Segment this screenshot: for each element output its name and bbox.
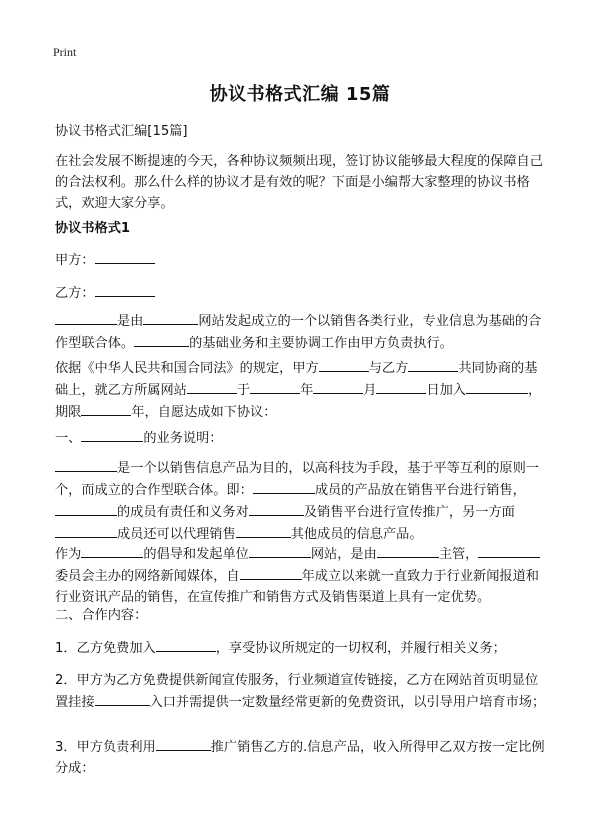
document-title: 协议书格式汇编 15篇	[209, 84, 391, 105]
blank-line	[143, 310, 198, 325]
paragraph-5	[55, 543, 550, 608]
blank-line	[55, 457, 117, 472]
paragraph-text: 年，自愿达成如下协议：	[131, 405, 277, 420]
paragraph-text: 推广销售乙方的.信息产品，收入所得甲乙双方按一定比例分成：	[55, 740, 545, 776]
paragraph-text: 是一个以销售信息产品为目的，以高科技为手段，基于平等互利的原则一个，而成立的合作型联合体。即：	[55, 461, 539, 498]
blank-line	[249, 543, 311, 558]
paragraph-text: 年成立以来就一直致力于行业新闻报道和行业资讯产品的销售，在宣传推广和销售方式及销售渠道上具有一定优势。	[55, 569, 539, 605]
paragraph-text: 主管，	[438, 547, 479, 562]
paragraph-text: ，期限	[55, 383, 542, 420]
blank-line	[95, 691, 150, 706]
blank-line	[134, 332, 189, 347]
paragraph-1	[55, 310, 550, 354]
paragraph-text: 1．乙方免费加入	[55, 641, 156, 656]
paragraph-text: 月	[363, 383, 377, 398]
blank-line	[81, 401, 131, 416]
paragraph-text: 年	[300, 383, 314, 398]
paragraph-text: ，享受协议所规定的一切权利，并履行相关义务；	[215, 641, 506, 656]
paragraph-9	[55, 736, 550, 779]
paragraph-text: 网站发起成立的一个以销售各类行业，专业信息为基础的合作型联合体。	[55, 314, 542, 351]
paragraph-2	[55, 357, 550, 423]
paragraph-text: 是由	[117, 314, 144, 329]
blank-line	[236, 523, 291, 538]
paragraph-text: 的倡导和发起单位	[143, 547, 249, 562]
party-b-label: 乙方：	[55, 286, 95, 301]
paragraph-text: 及销售平台进行宣传推广，另一方面	[303, 505, 515, 520]
blank-line	[55, 523, 117, 538]
blank-line	[187, 379, 237, 394]
section-heading: 协议书格式1	[55, 221, 131, 236]
paragraph-text: 成员还可以代理销售	[117, 527, 236, 542]
paragraph-6: 二、合作内容：	[55, 608, 148, 623]
blank-line	[313, 379, 363, 394]
blank-line	[253, 479, 315, 494]
print-label: Print	[53, 45, 77, 59]
blank-line	[249, 501, 304, 516]
blank-line	[478, 543, 540, 558]
blank-line	[156, 637, 216, 652]
paragraph-text: 的业务说明：	[143, 431, 223, 446]
paragraph-3	[55, 427, 550, 449]
paragraph-text: 委员会主办的网络新闻媒体，自	[55, 569, 240, 584]
blank-line	[319, 357, 369, 372]
document-subtitle: 协议书格式汇编[15篇]	[55, 124, 188, 139]
paragraph-text: 的基础业务和主要协调工作由甲方负责执行。	[189, 336, 453, 351]
blank-line	[156, 736, 211, 751]
intro-paragraph: 在社会发展不断提速的今天，各种协议频频出现，签订协议能够最大程度的保障自己的合法权利。那么什么样的协议才是有效的呢？下面是小编帮大家整理的协议书格式，欢迎大家分享。	[55, 154, 543, 211]
paragraph-text: 其他成员的信息产品。	[290, 527, 423, 542]
blank-line	[81, 427, 143, 442]
blank-line	[377, 543, 439, 558]
paragraph-8	[55, 670, 550, 713]
blank-line	[376, 379, 426, 394]
paragraph-text: 日加入	[426, 383, 466, 398]
paragraph-text: 入口并需提供一定数量经常更新的免费资讯，以引导用户培育市场；	[149, 695, 546, 710]
party-b-line	[55, 282, 550, 304]
blank-line	[95, 249, 155, 264]
paragraph-text: 于	[236, 383, 251, 398]
blank-line	[408, 357, 458, 372]
party-a-label: 甲方：	[55, 253, 95, 268]
party-a-line	[55, 249, 550, 271]
paragraph-text: 作为	[55, 547, 82, 562]
paragraph-text: 依据《中华人民共和国合同法》的规定，甲方	[55, 361, 319, 376]
blank-line	[240, 565, 302, 580]
paragraph-text: 的成员有责任和义务对	[117, 505, 249, 520]
paragraph-text: 网站，是由	[310, 547, 377, 562]
blank-line	[466, 379, 528, 394]
blank-line	[250, 379, 300, 394]
paragraph-text: 2．甲方为乙方免费提供新闻宣传服务，行业频道宣传链接，乙方在网站首页明显位置挂接	[55, 673, 539, 710]
paragraph-text: 共同协商的基础上，就乙方所属网站	[55, 361, 538, 398]
blank-line	[81, 543, 143, 558]
paragraph-text: 一、	[55, 431, 82, 446]
paragraph-7	[55, 637, 550, 659]
blank-line	[95, 282, 155, 297]
paragraph-text: 3．甲方负责利用	[55, 740, 156, 755]
paragraph-4	[55, 457, 550, 545]
paragraph-text: 与乙方	[368, 361, 409, 376]
blank-line	[55, 501, 117, 516]
blank-line	[55, 310, 117, 325]
paragraph-text: 成员的产品放在销售平台进行销售，	[314, 483, 526, 498]
